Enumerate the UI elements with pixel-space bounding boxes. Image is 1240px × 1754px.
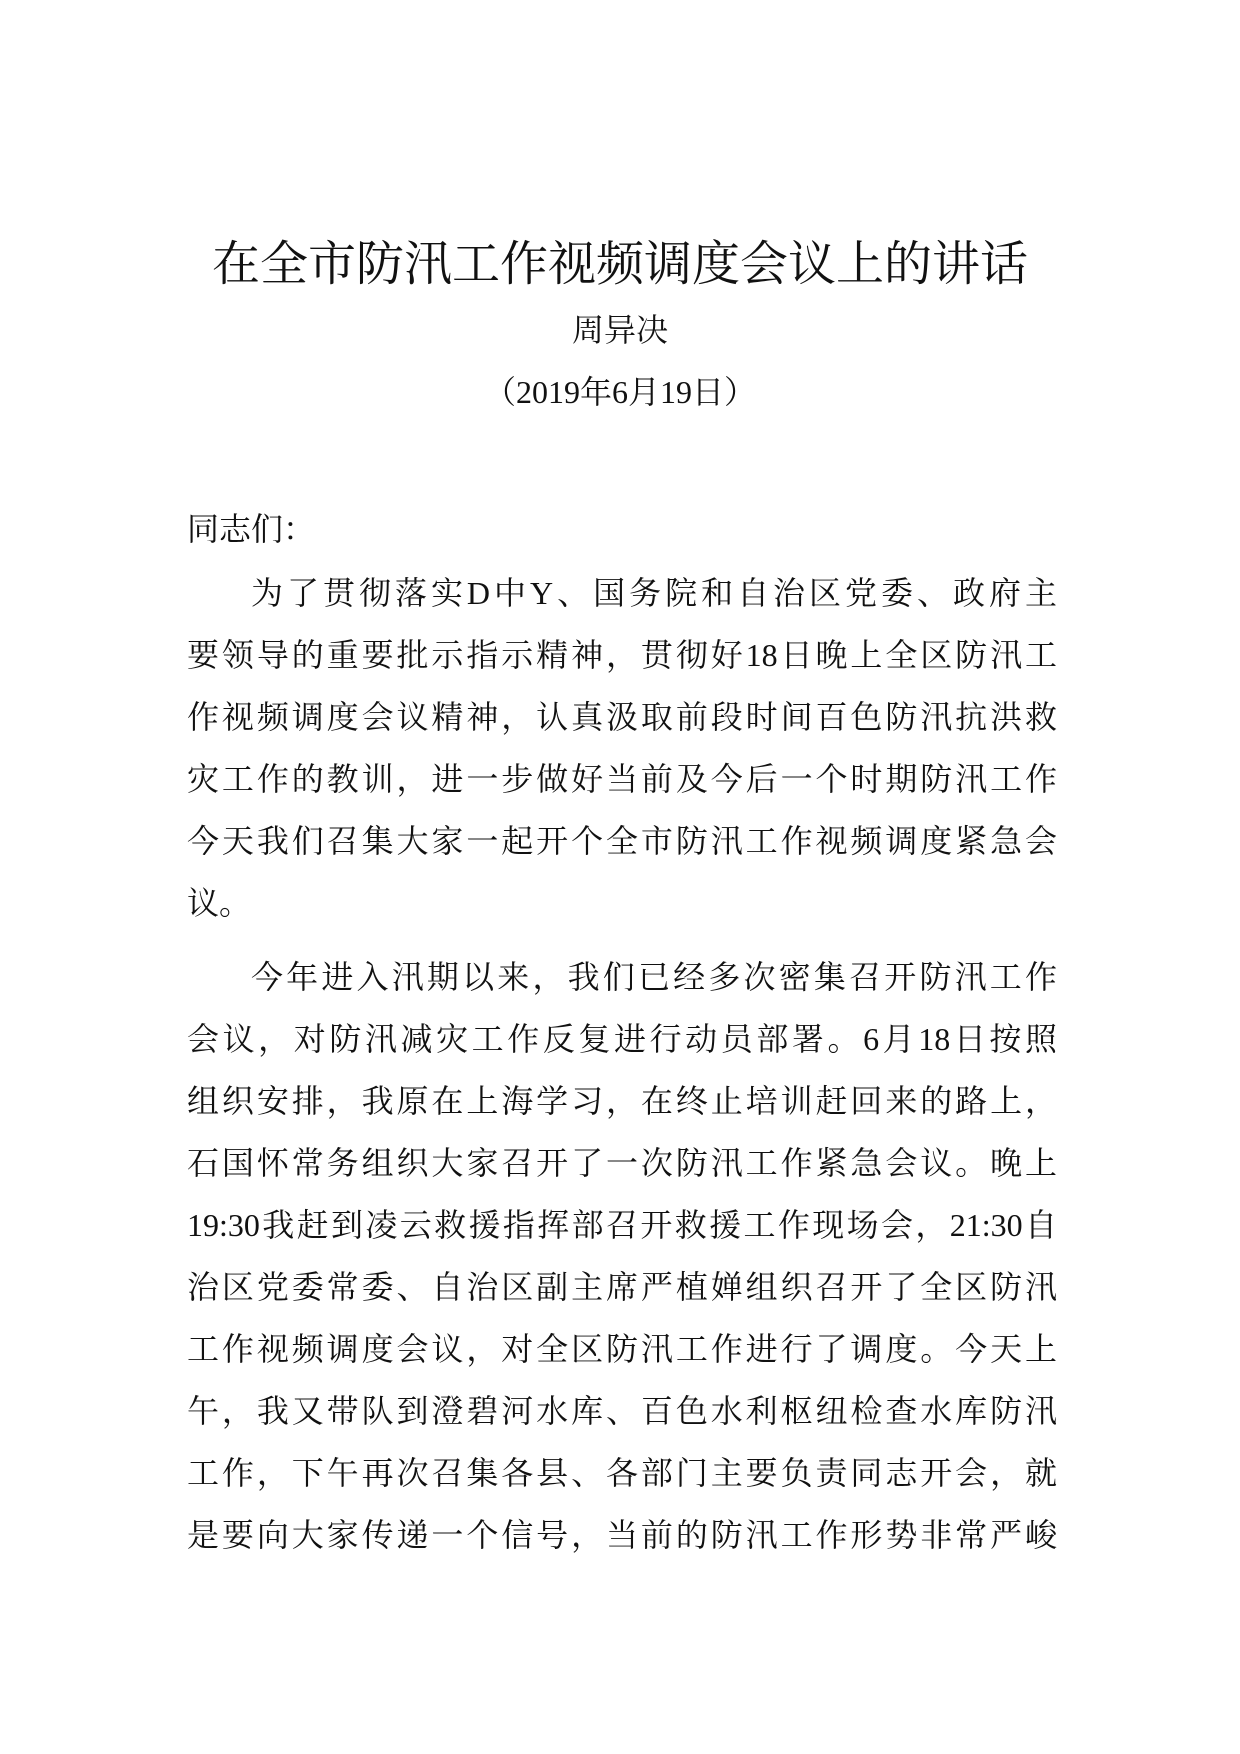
paragraph-line: 会议，对防汛减灾工作反复进行动员部署。6月18日按照: [187, 1021, 1057, 1057]
paragraph-line: 作视频调度会议精神，认真汲取前段时间百色防汛抗洪救: [187, 699, 1057, 735]
paragraph-line: 工作视频调度会议，对全区防汛工作进行了调度。今天上: [187, 1331, 1057, 1367]
document-title: 在全市防汛工作视频调度会议上的讲话: [211, 236, 1028, 292]
paragraph-2: [187, 946, 1057, 1566]
document-date: （2019年6月19日）: [483, 374, 756, 410]
paragraph-line: 午，我又带队到澄碧河水库、百色水利枢纽检查水库防汛: [187, 1393, 1057, 1429]
paragraph-line: 组织安排，我原在上海学习，在终止培训赶回来的路上，: [187, 1083, 1057, 1119]
paragraph-line: 治区党委常委、自治区副主席严植婵组织召开了全区防汛: [187, 1269, 1057, 1305]
salutation: 同志们：: [187, 511, 316, 547]
paragraph-line: 是要向大家传递一个信号，当前的防汛工作形势非常严峻: [187, 1517, 1057, 1553]
paragraph-line: 灾工作的教训，进一步做好当前及今后一个时期防汛工作: [187, 761, 1057, 797]
paragraph-line: 工作，下午再次召集各县、各部门主要负责同志开会，就: [187, 1455, 1057, 1491]
paragraph-line: 今年进入汛期以来，我们已经多次密集召开防汛工作: [251, 959, 1057, 995]
paragraph-line: 议。: [187, 885, 252, 921]
paragraph-1: [187, 562, 1057, 934]
paragraph-line: 19:30我赶到凌云救援指挥部召开救援工作现场会，21:30自: [187, 1207, 1057, 1243]
paragraph-line: 石国怀常务组织大家召开了一次防汛工作紧急会议。晚上: [187, 1145, 1057, 1181]
paragraph-line: 今天我们召集大家一起开个全市防汛工作视频调度紧急会: [187, 823, 1057, 859]
paragraph-line: 为了贯彻落实D中Y、国务院和自治区党委、政府主: [251, 575, 1057, 611]
paragraph-line: 要领导的重要批示指示精神，贯彻好18日晚上全区防汛工: [187, 637, 1057, 673]
document-author: 周异决: [571, 311, 668, 349]
